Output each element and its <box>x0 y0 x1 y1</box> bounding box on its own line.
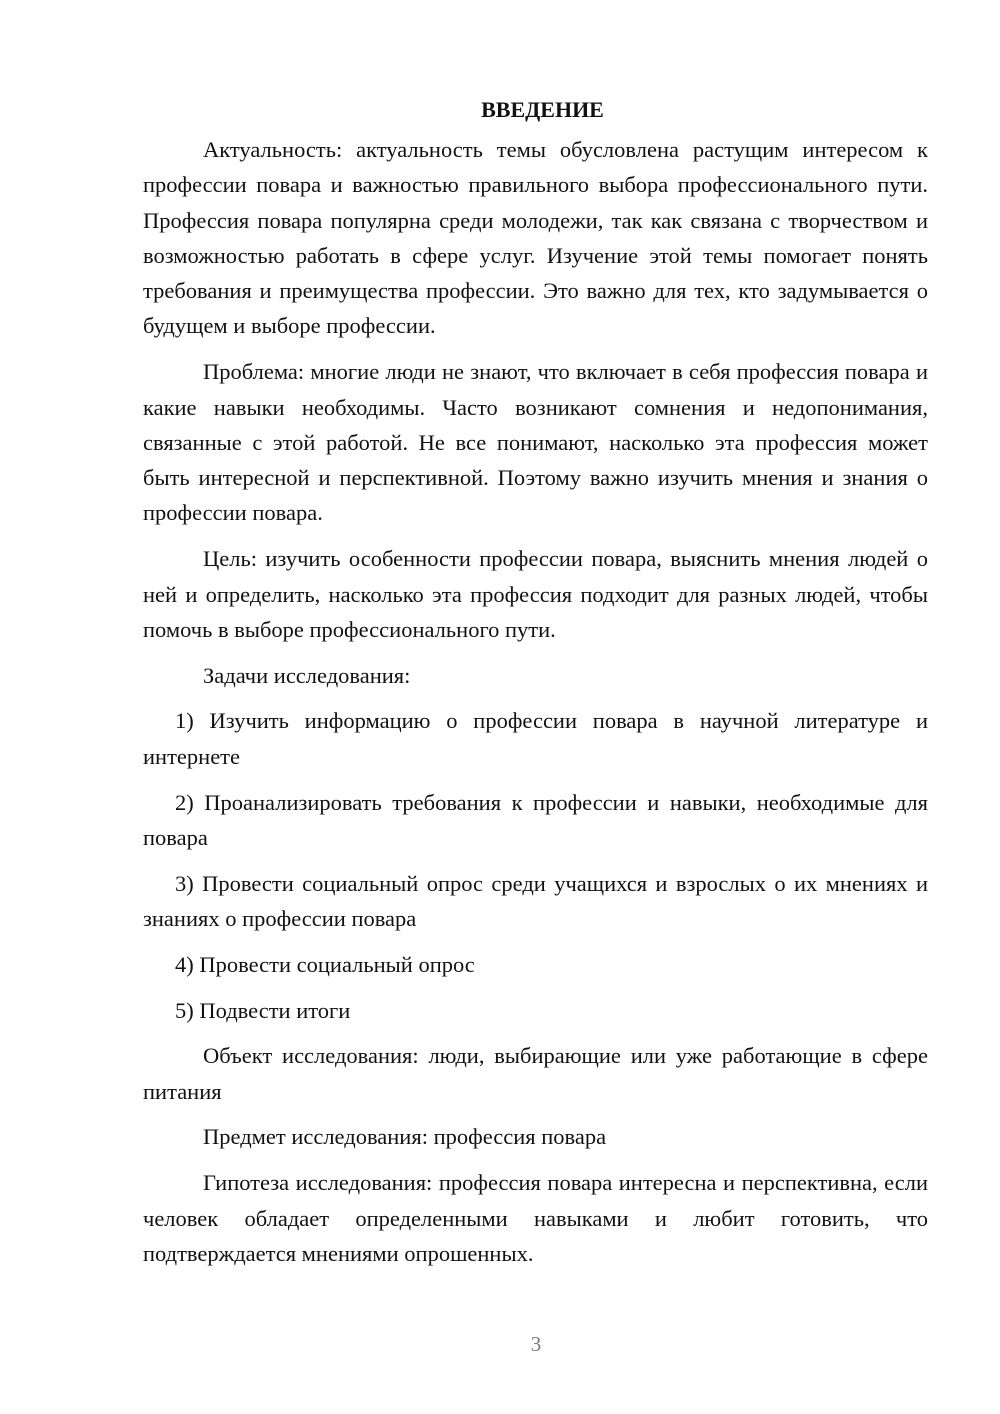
problem-paragraph: Проблема: многие люди не знают, что включает в себя профессия повара и какие навыки необходимы. Часто возникают сомнения и недопонимания, связанные с этой работой. Не все понимают, насколько эта профессия может быть интересной и перспективной. Поэтому важно изучить мнения и знания о профессии повара. <box>143 359 928 526</box>
tasks-heading: Задачи исследования: <box>203 662 411 688</box>
goal-paragraph: Цель: изучить особенности профессии повара, выяснить мнения людей о ней и определить, насколько эта профессия подходит для разных людей, чтобы помочь в выборе профессионального пути. <box>143 546 928 642</box>
object-paragraph: Объект исследования: люди, выбирающие или уже работающие в сфере питания <box>143 1043 928 1104</box>
task-item-1: 1) Изучить информацию о профессии повара в научной литературе и интернете <box>143 708 928 769</box>
task-item-3: 3) Провести социальный опрос среди учащихся и взрослых о их мнениях и знаниях о профессии повара <box>143 870 928 931</box>
subject-paragraph: Предмет исследования: профессия повара <box>203 1124 607 1150</box>
document-page <box>143 92 928 1271</box>
task-item-4: 4) Провести социальный опрос <box>175 951 475 977</box>
hypothesis-paragraph: Гипотеза исследования: профессия повара интересна и перспективна, если человек обладает определенными навыками и любит готовить, что подтверждается мнениями опрошенных. <box>143 1170 928 1266</box>
task-item-2: 2) Проанализировать требования к профессии и навыки, необходимые для повара <box>143 789 928 850</box>
page-title: ВВЕДЕНИЕ <box>481 97 604 122</box>
task-item-5: 5) Подвести итоги <box>175 997 351 1023</box>
relevance-paragraph: Актуальность: актуальность темы обусловлена растущим интересом к профессии повара и важностью правильного выбора профессионального пути. Профессия повара популярна среди молодежи, так как связана с творчеством и возможностью работать в сфере услуг. Изучение этой темы помогает понять требования и преимущества профессии. Это важно для тех, кто задумывается о будущем и выборе профессии. <box>143 137 928 339</box>
page-number: 3 <box>530 1332 542 1356</box>
